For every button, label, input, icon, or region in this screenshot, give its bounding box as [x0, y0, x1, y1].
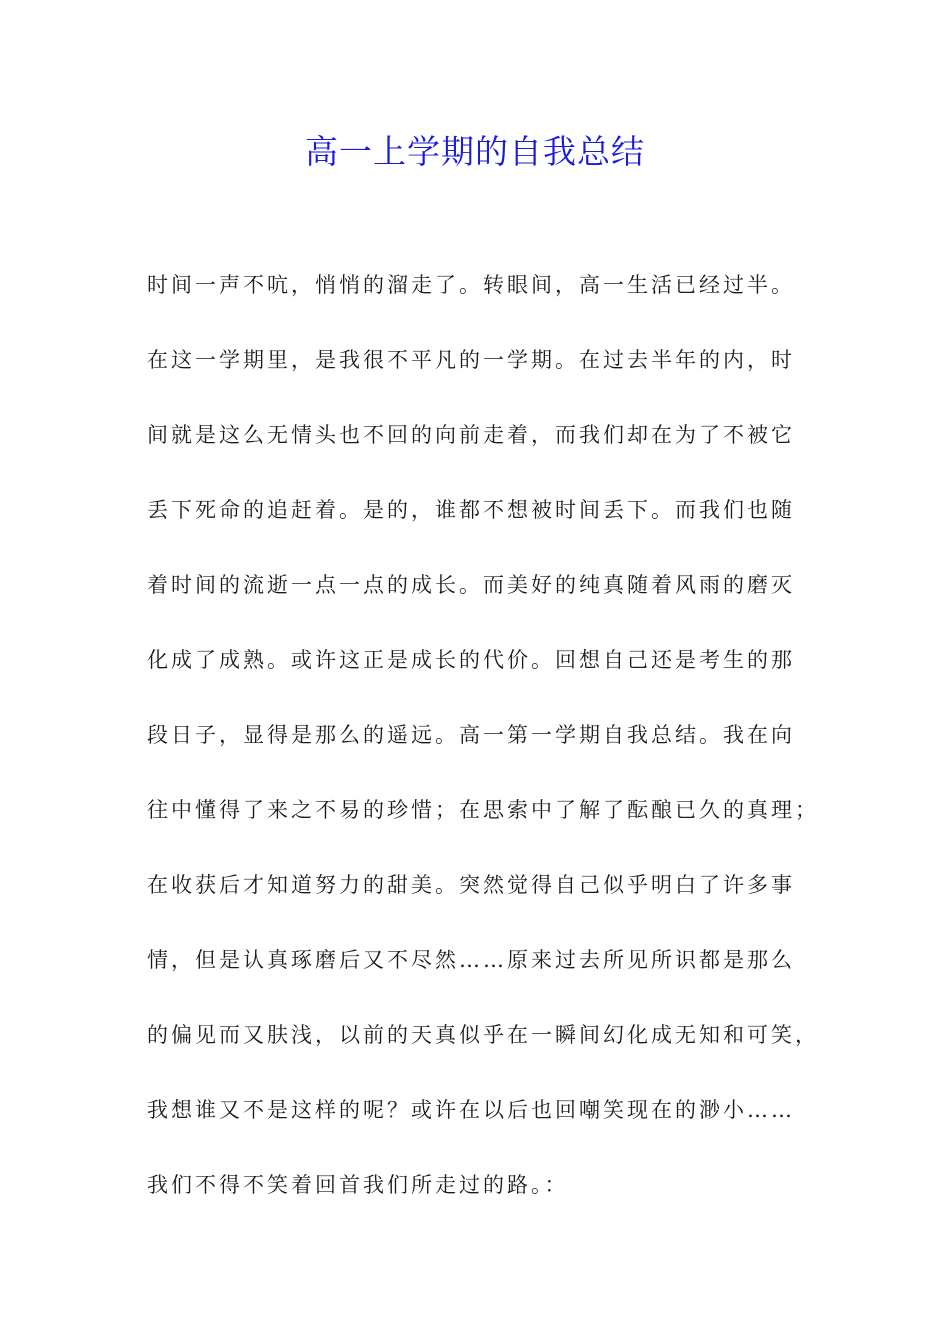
body-line: 在这一学期里，是我很不平凡的一学期。在过去半年的内，时	[147, 348, 795, 372]
body-line: 我们不得不笑着回首我们所走过的路。：	[147, 1173, 569, 1197]
body-line: 我想谁又不是这样的呢？或许在以后也回嘲笑现在的渺小……	[147, 1098, 795, 1122]
document-title: 高一上学期的自我总结	[305, 132, 645, 171]
body-line: 着时间的流逝一点一点的成长。而美好的纯真随着风雨的磨灭	[147, 573, 795, 597]
body-line: 丢下死命的追赶着。是的，谁都不想被时间丢下。而我们也随	[147, 498, 795, 522]
body-line: 的偏见而又肤浅，以前的天真似乎在一瞬间幻化成无知和可笑，	[147, 1023, 819, 1047]
body-line: 时间一声不吭，悄悄的溜走了。转眼间，高一生活已经过半。	[147, 273, 795, 297]
body-line: 往中懂得了来之不易的珍惜；在思索中了解了酝酿已久的真理；	[147, 798, 819, 822]
body-line: 间就是这么无情头也不回的向前走着，而我们却在为了不被它	[147, 423, 795, 447]
body-line: 情，但是认真琢磨后又不尽然……原来过去所见所识都是那么	[147, 948, 795, 972]
body-line: 在收获后才知道努力的甜美。突然觉得自己似乎明白了许多事	[147, 873, 795, 897]
body-line: 化成了成熟。或许这正是成长的代价。回想自己还是考生的那	[147, 648, 795, 672]
body-line: 段日子，显得是那么的遥远。高一第一学期自我总结。我在向	[147, 723, 795, 747]
document-body	[147, 262, 837, 1237]
